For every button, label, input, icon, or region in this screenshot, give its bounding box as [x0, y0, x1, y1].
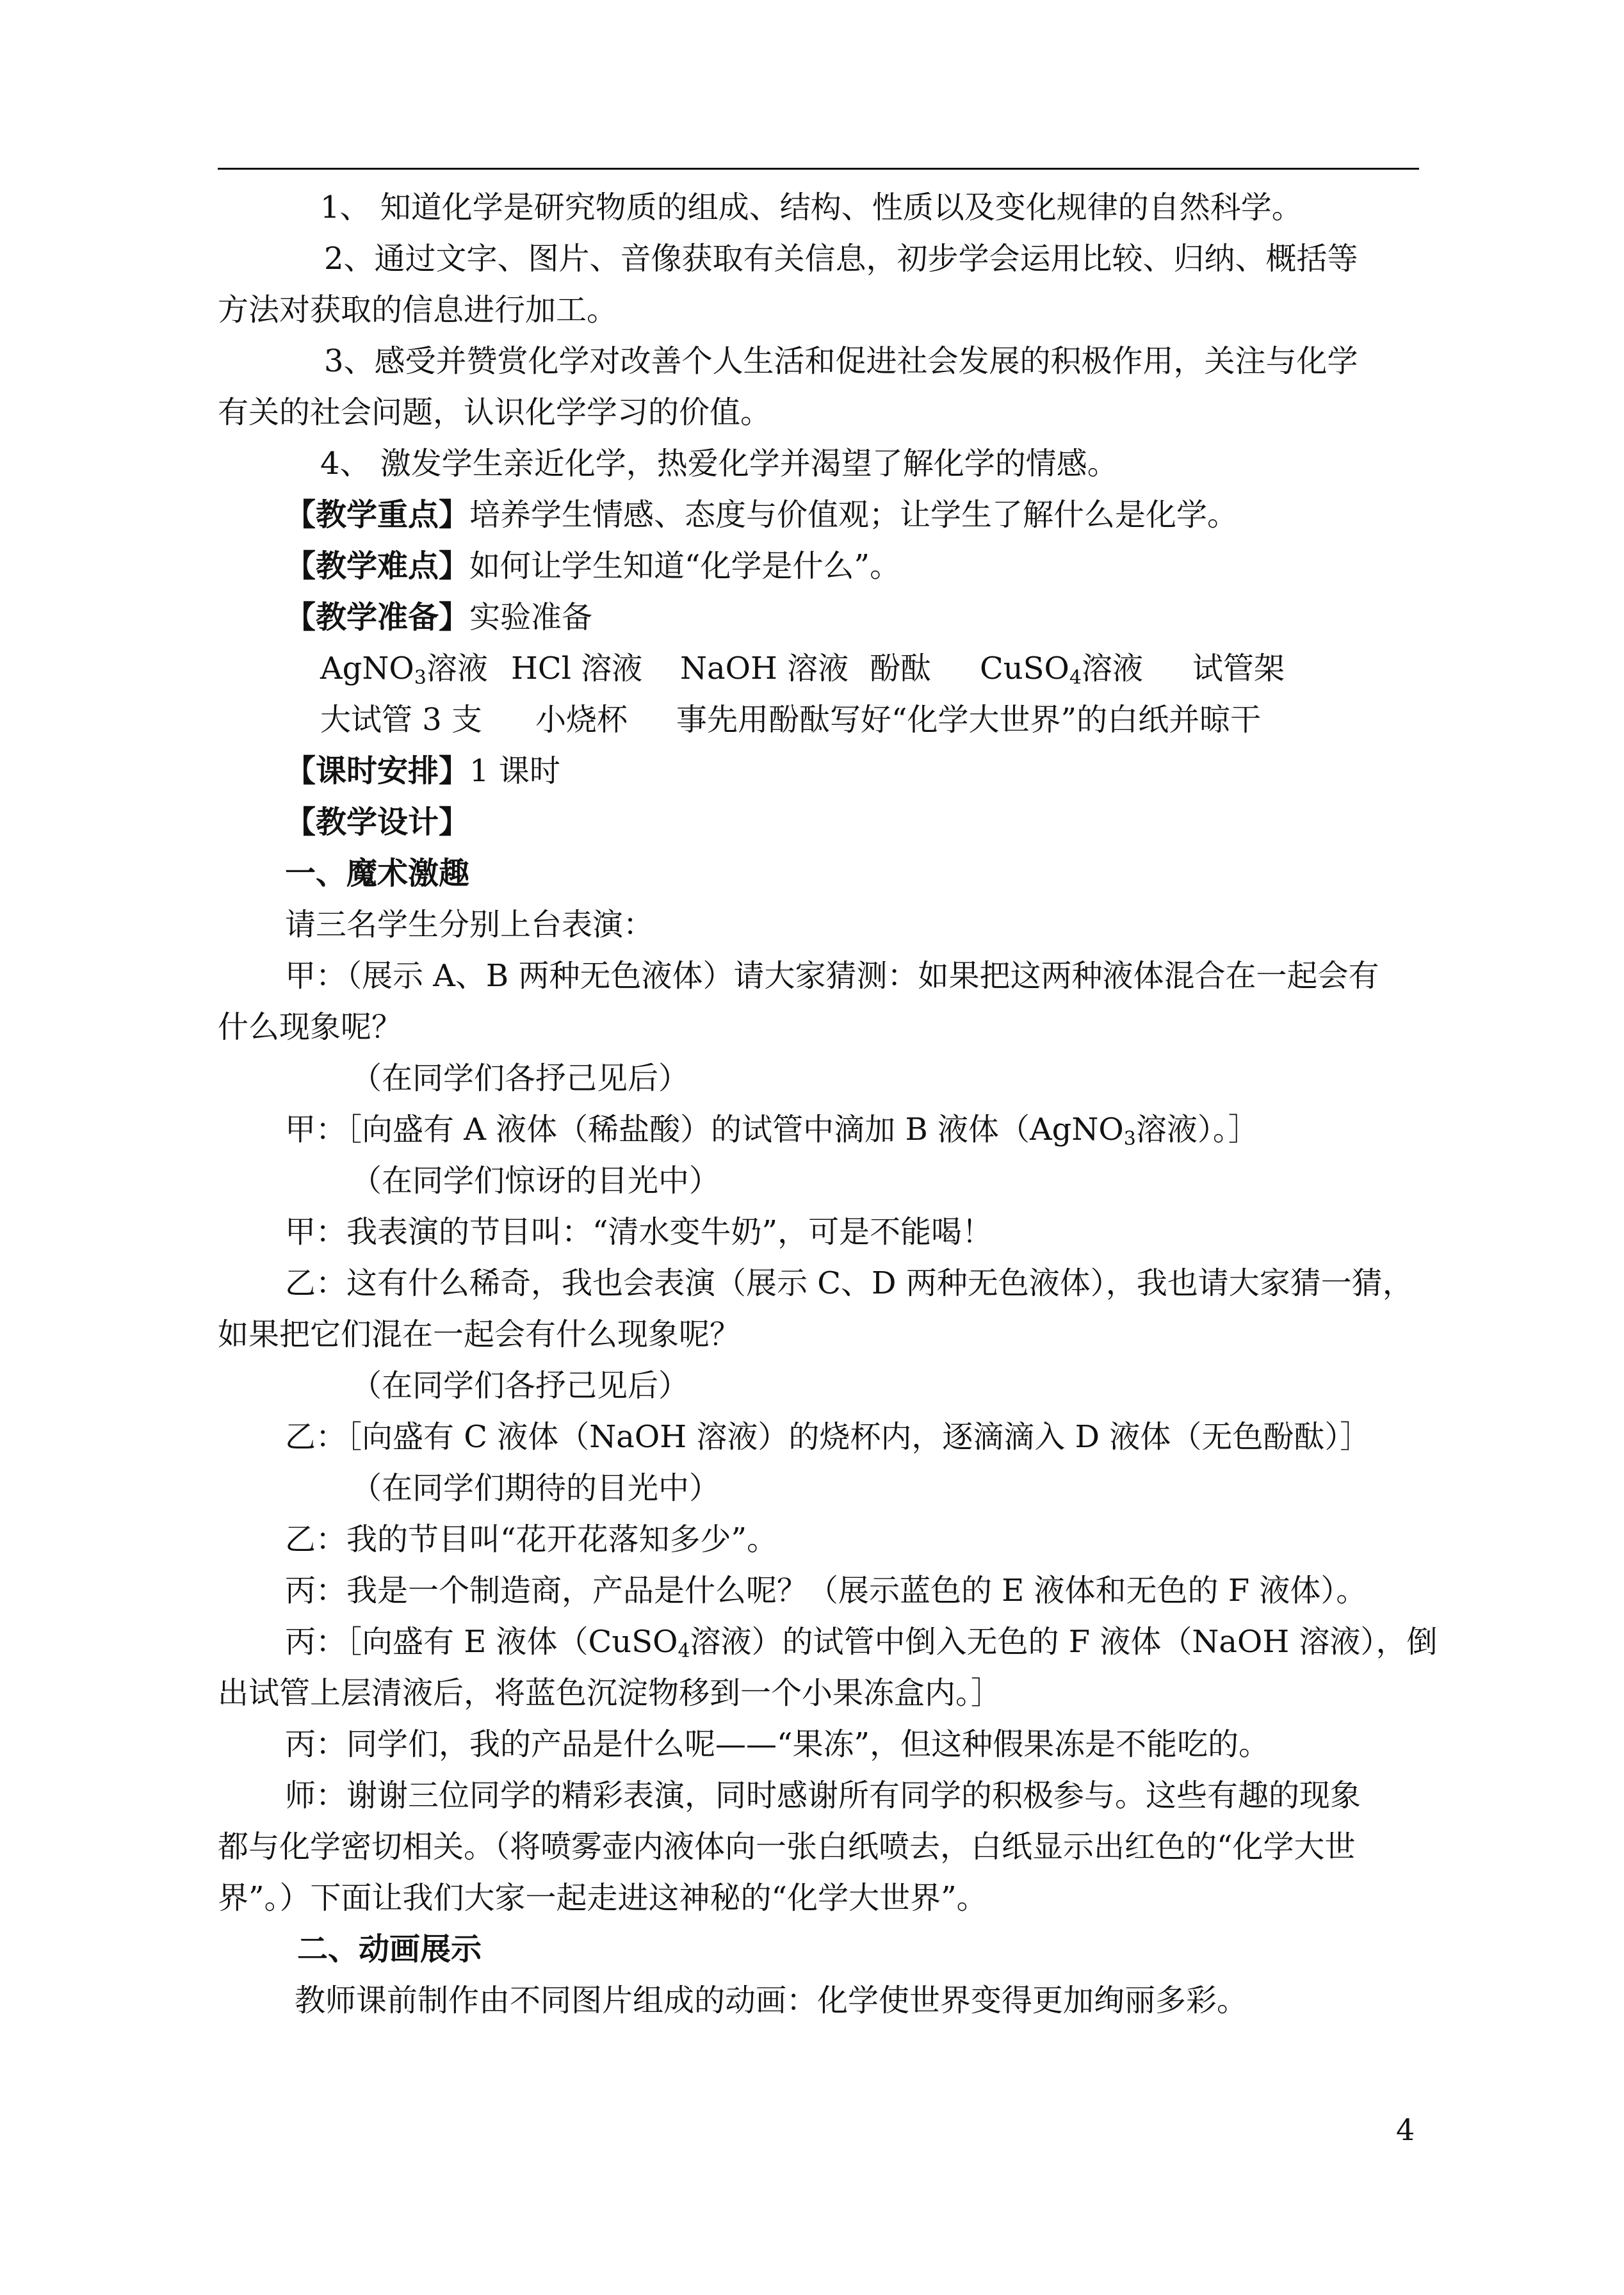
preparation [285, 592, 592, 643]
schedule-label: 【课时安排】 [285, 753, 470, 789]
section-1-line: 乙：［向盛有 C 液体（NaOH 溶液）的烧杯内，逐滴滴入 D 液体（无色酚酞）］ [285, 1419, 1371, 1455]
objective-3-line-1: 3、感受并赞赏化学对改善个人生活和促进社会发展的积极作用，关注与化学 [324, 343, 1358, 379]
page-number: 4 [1396, 2113, 1415, 2147]
prep-naoh: NaOH 溶液 [680, 651, 849, 686]
prep-tubes: 大试管 3 支 [320, 702, 483, 738]
section-1-line: 出试管上层清液后，将蓝色沉淀物移到一个小果冻盒内。］ [218, 1675, 1002, 1711]
section-1-line: 甲：［向盛有 A 液体（稀盐酸）的试管中滴加 B 液体（AgNO$_3$溶液）。］ [285, 1112, 1259, 1150]
objective-4: 4、 激发学生亲近化学，热爱化学并渴望了解化学的情感。 [320, 446, 1118, 482]
section-1-line: 丙：［向盛有 E 液体（CuSO$_4$溶液）的试管中倒入无色的 F 液体（NaOH 溶液），倒 [285, 1624, 1438, 1662]
section-1-line: 师：谢谢三位同学的精彩表演，同时感谢所有同学的积极参与。这些有趣的现象 [285, 1778, 1361, 1813]
objective-2-line-1: 2、通过文字、图片、音像获取有关信息，初步学会运用比较、归纳、概括等 [324, 241, 1358, 277]
section-1-line: 甲：我表演的节目叫：“清水变牛奶”，可是不能喝！ [285, 1214, 993, 1250]
section-1-line: （在同学们各抒己见后） [351, 1060, 690, 1096]
key-point-label: 【教学重点】 [285, 497, 470, 533]
section-1-line: 界”。）下面让我们大家一起走进这神秘的“化学大世界”。 [218, 1880, 987, 1916]
schedule [285, 745, 560, 797]
section-1-line: 丙：我是一个制造商，产品是什么呢？（展示蓝色的 E 液体和无色的 F 液体）。 [285, 1573, 1367, 1609]
section-1-line: 如果把它们混在一起会有什么现象呢？ [218, 1317, 741, 1352]
prep-rack: 试管架 [1192, 651, 1285, 686]
objective-2-line-2: 方法对获取的信息进行加工。 [218, 292, 618, 328]
design-heading: 【教学设计】 [285, 804, 470, 840]
difficulty [285, 540, 900, 592]
preparation-label: 【教学准备】 [285, 599, 470, 635]
key-point [285, 489, 1238, 540]
prep-cuso4: CuSO$_4$溶液 [980, 651, 1143, 689]
section-2-line: 教师课前制作由不同图片组成的动画：化学使世界变得更加绚丽多彩。 [295, 1983, 1248, 2018]
section-1-line: 乙：我的节目叫“花开花落知多少”。 [285, 1521, 778, 1557]
prep-hcl: HCl 溶液 [511, 651, 643, 686]
prep-agno3: AgNO$_3$溶液 [320, 651, 488, 689]
prep-paper: 事先用酚酞写好“化学大世界”的白纸并晾干 [676, 702, 1262, 738]
section-1-line: （在同学们各抒己见后） [351, 1368, 690, 1404]
section-2-heading: 二、动画展示 [297, 1931, 482, 1967]
schedule-text: 1 课时 [469, 753, 560, 789]
prep-beaker: 小烧杯 [535, 702, 628, 738]
section-1-line: 丙：同学们，我的产品是什么呢——“果冻”，但这种假果冻是不能吃的。 [285, 1726, 1270, 1762]
section-1-line: （在同学们惊讶的目光中） [351, 1163, 720, 1199]
difficulty-label: 【教学难点】 [285, 548, 470, 584]
preparation-text: 实验准备 [469, 599, 593, 635]
section-1-line: 什么现象呢？ [218, 1009, 403, 1045]
objective-3-line-2: 有关的社会问题，认识化学学习的价值。 [218, 394, 772, 430]
objective-1: 1、 知道化学是研究物质的组成、结构、性质以及变化规律的自然科学。 [320, 190, 1303, 225]
key-point-text: 培养学生情感、态度与价值观；让学生了解什么是化学。 [469, 497, 1238, 533]
section-1-line: （在同学们期待的目光中） [351, 1470, 720, 1506]
section-1-line: 甲：（展示 A、B 两种无色液体）请大家猜测：如果把这两种液体混合在一起会有 [285, 958, 1379, 994]
difficulty-text: 如何让学生知道“化学是什么”。 [469, 548, 901, 584]
section-1-heading: 一、魔术激趣 [285, 856, 470, 891]
prep-phenolphthalein: 酚酞 [870, 651, 932, 686]
section-1-line: 都与化学密切相关。（将喷雾壶内液体向一张白纸喷去，白纸显示出红色的“化学大世 [218, 1829, 1356, 1865]
header-rule [218, 168, 1419, 170]
section-1-line: 乙：这有什么稀奇，我也会表演（展示 C、D 两种无色液体），我也请大家猜一猜， [285, 1265, 1413, 1301]
section-1-line: 请三名学生分别上台表演： [285, 907, 654, 943]
